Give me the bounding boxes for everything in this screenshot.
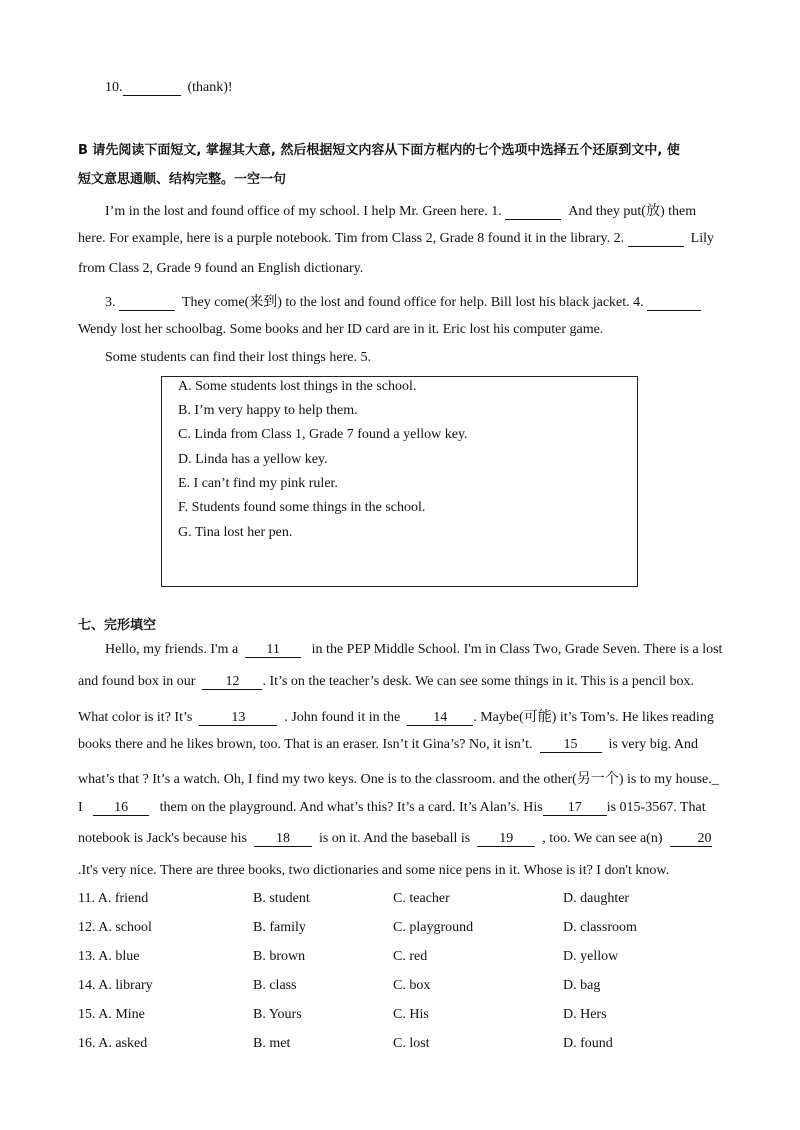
blank-17: 17 — [543, 801, 607, 816]
blank-13: 13 — [199, 711, 277, 726]
choice-16-c: C. lost — [393, 1036, 430, 1051]
choice-14-b: B. class — [253, 978, 297, 993]
passage-text: I’m in the lost and found office of my school. I help Mr. Green here. 1. — [105, 204, 502, 219]
passage-text: 3. — [105, 295, 116, 310]
blank-2 — [628, 232, 684, 247]
choice-15-b: B. Yours — [253, 1007, 302, 1022]
cloze-text: books there and he likes brown, too. That is an eraser. Isn’t it Gina’s? No, it isn’t. — [78, 737, 533, 752]
option-b: B. I’m very happy to help them. — [178, 403, 358, 418]
choice-12-a: 12. A. school — [78, 920, 152, 935]
cloze-text: . Maybe(可能) it’s Tom’s. He likes reading — [473, 710, 714, 725]
choice-15-a: 15. A. Mine — [78, 1007, 145, 1022]
blank-1 — [505, 205, 561, 220]
cloze-line: what’s that ? It’s a watch. Oh, I find my two keys. One is to the classroom. and the other(另一个) is to my house._ — [78, 772, 719, 787]
cloze-line — [78, 706, 714, 726]
option-g: G. Tina lost her pen. — [178, 525, 293, 540]
cloze-text: . It’s on the teacher’s desk. We can see some things in it. This is a pencil box. — [262, 674, 695, 689]
question-10 — [105, 80, 233, 96]
choice-15-c: C. His — [393, 1007, 429, 1022]
cloze-text: is on it. And the baseball is — [318, 831, 471, 846]
passage-text: Lily — [690, 231, 714, 246]
choice-11-d: D. daughter — [563, 891, 630, 906]
choice-13-c: C. red — [393, 949, 428, 964]
cloze-text: in the PEP Middle School. I'm in Class Two, Grade Seven. There is a lost — [311, 642, 723, 657]
choice-15-d: D. Hers — [563, 1007, 607, 1022]
choice-16-a: 16. A. asked — [78, 1036, 148, 1051]
cloze-text: . John found it in the — [284, 710, 401, 725]
passage-text: here. For example, here is a purple notebook. Tim from Class 2, Grade 8 found it in the library. 2. — [78, 231, 625, 246]
choice-13-b: B. brown — [253, 949, 306, 964]
section-title: 七、完形填空 — [78, 618, 157, 633]
blank-18: 18 — [254, 832, 312, 847]
cloze-text: is very big. And — [608, 737, 698, 752]
cloze-line: .It's very nice. There are three books, two dictionaries and some nice pens in it. Whose is it? I don't know. — [78, 863, 670, 878]
passage-text: And they put(放) them — [568, 204, 697, 219]
cloze-text: Hello, my friends. I'm a — [105, 642, 239, 657]
question-number: 10. — [105, 80, 123, 95]
passage-text: They come(来到) to the lost and found office for help. Bill lost his black jacket. 4. — [182, 295, 644, 310]
choice-12-c: C. playground — [393, 920, 474, 935]
section-b-instructions: B 请先阅读下面短文, 掌握其大意, 然后根据短文内容从下面方框内的七个选项中选择五个还原到文中, 使 — [78, 143, 680, 158]
blank-12: 12 — [202, 675, 262, 690]
choice-16-d: D. found — [563, 1036, 613, 1051]
choice-11-b: B. student — [253, 891, 310, 906]
choice-14-d: D. bag — [563, 978, 601, 993]
option-f: F. Students found some things in the school. — [178, 500, 426, 515]
choice-14-c: C. box — [393, 978, 431, 993]
cloze-line — [78, 674, 694, 690]
passage-line: Some students can find their lost things here. 5. — [105, 350, 371, 365]
cloze-text: What color is it? It’s — [78, 710, 193, 725]
blank-15: 15 — [540, 738, 602, 753]
blank-19: 19 — [477, 832, 535, 847]
cloze-line — [78, 737, 698, 753]
passage-line — [105, 291, 701, 311]
blank-4 — [647, 296, 701, 311]
choice-11-a: 11. A. friend — [78, 891, 149, 906]
cloze-text: and found box in our — [78, 674, 196, 689]
option-e: E. I can’t find my pink ruler. — [178, 476, 338, 491]
choice-14-a: 14. A. library — [78, 978, 153, 993]
cloze-line — [78, 831, 712, 847]
passage-line — [105, 200, 696, 220]
cloze-line — [105, 642, 722, 658]
answer-blank — [123, 81, 181, 96]
blank-3 — [119, 296, 175, 311]
choice-12-b: B. family — [253, 920, 306, 935]
passage-line: from Class 2, Grade 9 found an English dictionary. — [78, 261, 364, 276]
cloze-text: notebook is Jack's because his — [78, 831, 247, 846]
choice-12-d: D. classroom — [563, 920, 637, 935]
choice-16-b: B. met — [253, 1036, 291, 1051]
blank-16: 16 — [93, 801, 149, 816]
passage-line: Wendy lost her schoolbag. Some books and her ID card are in it. Eric lost his computer game. — [78, 322, 604, 337]
option-c: C. Linda from Class 1, Grade 7 found a yellow key. — [178, 427, 468, 442]
choice-13-d: D. yellow — [563, 949, 619, 964]
choice-13-a: 13. A. blue — [78, 949, 140, 964]
cloze-text: , too. We can see a(n) — [542, 831, 663, 846]
option-a: A. Some students lost things in the school. — [178, 379, 417, 394]
blank-20: 20 — [670, 832, 712, 847]
blank-11: 11 — [245, 643, 301, 658]
cloze-line — [78, 800, 706, 816]
hint-text: (thank)! — [187, 80, 233, 95]
cloze-text: is 015-3567. That — [606, 800, 706, 815]
passage-line — [78, 231, 714, 247]
option-d: D. Linda has a yellow key. — [178, 452, 328, 467]
blank-14: 14 — [407, 711, 473, 726]
cloze-text: them on the playground. And what’s this? It’s a card. It’s Alan’s. His — [159, 800, 543, 815]
choice-11-c: C. teacher — [393, 891, 450, 906]
cloze-text: I — [78, 800, 83, 815]
section-b-instructions-cont: 短文意思通顺、结构完整。一空一句 — [78, 172, 287, 187]
